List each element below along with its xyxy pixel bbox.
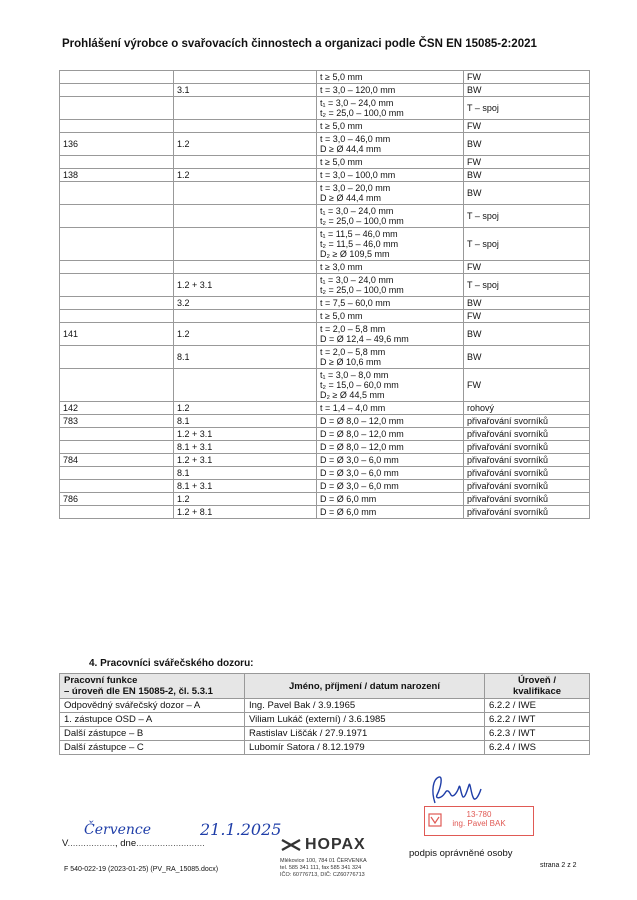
dimension-range: D = Ø 8,0 – 12,0 mm [317, 415, 464, 428]
process-row [60, 428, 590, 441]
process-number [60, 156, 174, 169]
process-row [60, 228, 590, 261]
process-number: 141 [60, 323, 174, 346]
process-number [60, 274, 174, 297]
process-row [60, 441, 590, 454]
process-row [60, 261, 590, 274]
place-dots: .................. [67, 838, 115, 849]
staff-row [60, 741, 590, 755]
material-group: 8.1 + 3.1 [174, 480, 317, 493]
process-row [60, 467, 590, 480]
joint-type: BW [464, 182, 590, 205]
process-row [60, 297, 590, 310]
dimension-range: t₁ = 3,0 – 24,0 mm t₂ = 25,0 – 100,0 mm [317, 97, 464, 120]
process-number [60, 71, 174, 84]
process-number [60, 97, 174, 120]
dimension-range: D = Ø 8,0 – 12,0 mm [317, 428, 464, 441]
process-number: 136 [60, 133, 174, 156]
process-row [60, 182, 590, 205]
dimension-range: t = 3,0 – 120,0 mm [317, 84, 464, 97]
logo-line1: Mlékovice 100, 784 01 ČERVENKA [280, 858, 367, 864]
joint-type: FW [464, 156, 590, 169]
joint-type: přivařování svorníků [464, 441, 590, 454]
material-group: 8.1 [174, 467, 317, 480]
joint-type: FW [464, 310, 590, 323]
staff-row [60, 713, 590, 727]
process-row [60, 346, 590, 369]
process-row [60, 120, 590, 133]
process-number: 786 [60, 493, 174, 506]
stamp-line2: ing. Pavel BAK [452, 819, 506, 828]
header-level-line1: Úroveň / [517, 675, 556, 686]
header-function [60, 674, 245, 699]
hopax-logo-icon [280, 838, 302, 852]
header-level-line2: kvalifikace [512, 686, 562, 697]
staff-level: 6.2.4 / IWS [485, 741, 590, 755]
staff-level: 6.2.3 / IWT [485, 727, 590, 741]
material-group: 3.1 [174, 84, 317, 97]
logo-address [280, 858, 398, 879]
process-row [60, 205, 590, 228]
joint-type: přivařování svorníků [464, 428, 590, 441]
joint-type: přivařování svorníků [464, 493, 590, 506]
process-row [60, 156, 590, 169]
joint-type: FW [464, 71, 590, 84]
dimension-range: t = 3,0 – 46,0 mm D ≥ Ø 44,4 mm [317, 133, 464, 156]
joint-type: FW [464, 261, 590, 274]
logo-line3: IČO: 60776713, DIČ: CZ60776713 [280, 872, 365, 878]
process-row [60, 84, 590, 97]
process-number [60, 428, 174, 441]
staff-level: 6.2.2 / IWE [485, 699, 590, 713]
process-number [60, 310, 174, 323]
process-row [60, 454, 590, 467]
header-name: Jméno, příjmení / datum narození [245, 674, 485, 699]
process-row [60, 71, 590, 84]
dimension-range: t₁ = 3,0 – 24,0 mm t₂ = 25,0 – 100,0 mm [317, 274, 464, 297]
material-group [174, 369, 317, 402]
staff-name: Lubomír Satora / 8.12.1979 [245, 741, 485, 755]
material-group: 1.2 [174, 402, 317, 415]
place-date-line [62, 838, 205, 849]
joint-type: BW [464, 297, 590, 310]
logo-name: HOPAX [305, 836, 366, 853]
process-number [60, 467, 174, 480]
material-group [174, 310, 317, 323]
process-row [60, 133, 590, 156]
joint-type: BW [464, 323, 590, 346]
material-group: 1.2 + 8.1 [174, 506, 317, 519]
process-row [60, 323, 590, 346]
joint-type: přivařování svorníků [464, 415, 590, 428]
staff-function: 1. zástupce OSD – A [60, 713, 245, 727]
material-group [174, 71, 317, 84]
material-group: 1.2 [174, 323, 317, 346]
stamp-emblem-icon [428, 813, 442, 827]
process-row [60, 493, 590, 506]
process-row [60, 415, 590, 428]
dimension-range: D = Ø 3,0 – 6,0 mm [317, 467, 464, 480]
welding-processes-table [59, 70, 590, 519]
joint-type: BW [464, 346, 590, 369]
dimension-range: t = 3,0 – 100,0 mm [317, 169, 464, 182]
dimension-range: t₁ = 3,0 – 24,0 mm t₂ = 25,0 – 100,0 mm [317, 205, 464, 228]
joint-type: FW [464, 120, 590, 133]
joint-type: T – spoj [464, 97, 590, 120]
dimension-range: t ≥ 3,0 mm [317, 261, 464, 274]
material-group: 8.1 [174, 415, 317, 428]
joint-type: T – spoj [464, 228, 590, 261]
material-group [174, 156, 317, 169]
joint-type: T – spoj [464, 205, 590, 228]
joint-type: BW [464, 133, 590, 156]
joint-type: rohový [464, 402, 590, 415]
material-group [174, 120, 317, 133]
staff-name: Ing. Pavel Bak / 3.9.1965 [245, 699, 485, 713]
process-row [60, 97, 590, 120]
process-number [60, 228, 174, 261]
material-group: 1.2 + 3.1 [174, 428, 317, 441]
process-number [60, 297, 174, 310]
joint-type: BW [464, 169, 590, 182]
dimension-range: t ≥ 5,0 mm [317, 120, 464, 133]
joint-type: přivařování svorníků [464, 467, 590, 480]
form-code: F 540-022-19 (2023-01-25) (PV_RA_15085.docx) [64, 866, 219, 873]
process-number: 142 [60, 402, 174, 415]
dimension-range: D = Ø 6,0 mm [317, 493, 464, 506]
dimension-range: t = 2,0 – 5,8 mm D ≥ Ø 10,6 mm [317, 346, 464, 369]
logo-line2: tel. 585 341 111, fax 585 341 324 [280, 865, 362, 871]
process-number [60, 205, 174, 228]
company-logo-stamp [280, 836, 398, 892]
joint-type: přivařování svorníků [464, 506, 590, 519]
material-group: 3.2 [174, 297, 317, 310]
process-number [60, 84, 174, 97]
material-group [174, 97, 317, 120]
date-prefix: , dne [114, 838, 137, 849]
process-row [60, 506, 590, 519]
process-number [60, 369, 174, 402]
material-group: 8.1 [174, 346, 317, 369]
staff-level: 6.2.2 / IWT [485, 713, 590, 727]
material-group [174, 182, 317, 205]
joint-type: přivařování svorníků [464, 454, 590, 467]
page-number: strana 2 z 2 [540, 862, 577, 869]
handwritten-date: 21.1.2025 [200, 820, 282, 839]
process-number: 783 [60, 415, 174, 428]
staff-row [60, 727, 590, 741]
staff-function: Další zástupce – C [60, 741, 245, 755]
joint-type: BW [464, 84, 590, 97]
dimension-range: t = 7,5 – 60,0 mm [317, 297, 464, 310]
welding-supervision-table [59, 673, 590, 755]
dimension-range: t = 2,0 – 5,8 mm D = Ø 12,4 – 49,6 mm [317, 323, 464, 346]
place-prefix: V [62, 838, 68, 849]
staff-name: Rastislav Liščák / 27.9.1971 [245, 727, 485, 741]
material-group: 1.2 [174, 133, 317, 156]
material-group: 1.2 + 3.1 [174, 454, 317, 467]
process-number [60, 182, 174, 205]
process-number [60, 261, 174, 274]
header-level [485, 674, 590, 699]
qualification-stamp [424, 806, 534, 836]
process-number [60, 506, 174, 519]
staff-function: Další zástupce – B [60, 727, 245, 741]
staff-function: Odpovědný svářečský dozor – A [60, 699, 245, 713]
material-group [174, 261, 317, 274]
dimension-range: t ≥ 5,0 mm [317, 310, 464, 323]
dimension-range: t = 3,0 – 20,0 mm D ≥ Ø 44,4 mm [317, 182, 464, 205]
stamp-line1: 13-780 [466, 810, 492, 819]
process-row [60, 480, 590, 493]
dimension-range: D = Ø 3,0 – 6,0 mm [317, 454, 464, 467]
dimension-range: t ≥ 5,0 mm [317, 71, 464, 84]
signature-label: podpis oprávněné osoby [409, 848, 513, 859]
material-group [174, 228, 317, 261]
header-function-line2: – úroveň dle EN 15085-2, čl. 5.3.1 [64, 686, 213, 697]
material-group: 1.2 + 3.1 [174, 274, 317, 297]
material-group: 8.1 + 3.1 [174, 441, 317, 454]
dimension-range: t ≥ 5,0 mm [317, 156, 464, 169]
joint-type: T – spoj [464, 274, 590, 297]
section-4-heading: 4. Pracovníci svářečského dozoru: [89, 658, 254, 669]
dimension-range: D = Ø 8,0 – 12,0 mm [317, 441, 464, 454]
process-row [60, 274, 590, 297]
staff-name: Viliam Lukáč (externí) / 3.6.1985 [245, 713, 485, 727]
document-title: Prohlášení výrobce o svařovacích činnostech a organizaci podle ČSN EN 15085-2:2021 [62, 38, 537, 50]
joint-type: přivařování svorníků [464, 480, 590, 493]
joint-type: FW [464, 369, 590, 402]
process-row [60, 310, 590, 323]
handwritten-place: Července [84, 822, 152, 838]
material-group [174, 205, 317, 228]
process-row [60, 169, 590, 182]
date-dots: .......................... [136, 838, 205, 849]
material-group: 1.2 [174, 493, 317, 506]
staff-row [60, 699, 590, 713]
header-function-line1: Pracovní funkce [64, 675, 138, 686]
process-number [60, 480, 174, 493]
dimension-range: t₁ = 11,5 – 46,0 mm t₂ = 11,5 – 46,0 mm D₂ ≥ Ø 109,5 mm [317, 228, 464, 261]
process-row [60, 369, 590, 402]
dimension-range: t₁ = 3,0 – 8,0 mm t₂ = 15,0 – 60,0 mm D₂ ≥ Ø 44,5 mm [317, 369, 464, 402]
process-number [60, 346, 174, 369]
dimension-range: D = Ø 3,0 – 6,0 mm [317, 480, 464, 493]
process-number: 138 [60, 169, 174, 182]
process-row [60, 402, 590, 415]
dimension-range: D = Ø 6,0 mm [317, 506, 464, 519]
process-number: 784 [60, 454, 174, 467]
process-number [60, 120, 174, 133]
dimension-range: t = 1,4 – 4,0 mm [317, 402, 464, 415]
process-number [60, 441, 174, 454]
material-group: 1.2 [174, 169, 317, 182]
